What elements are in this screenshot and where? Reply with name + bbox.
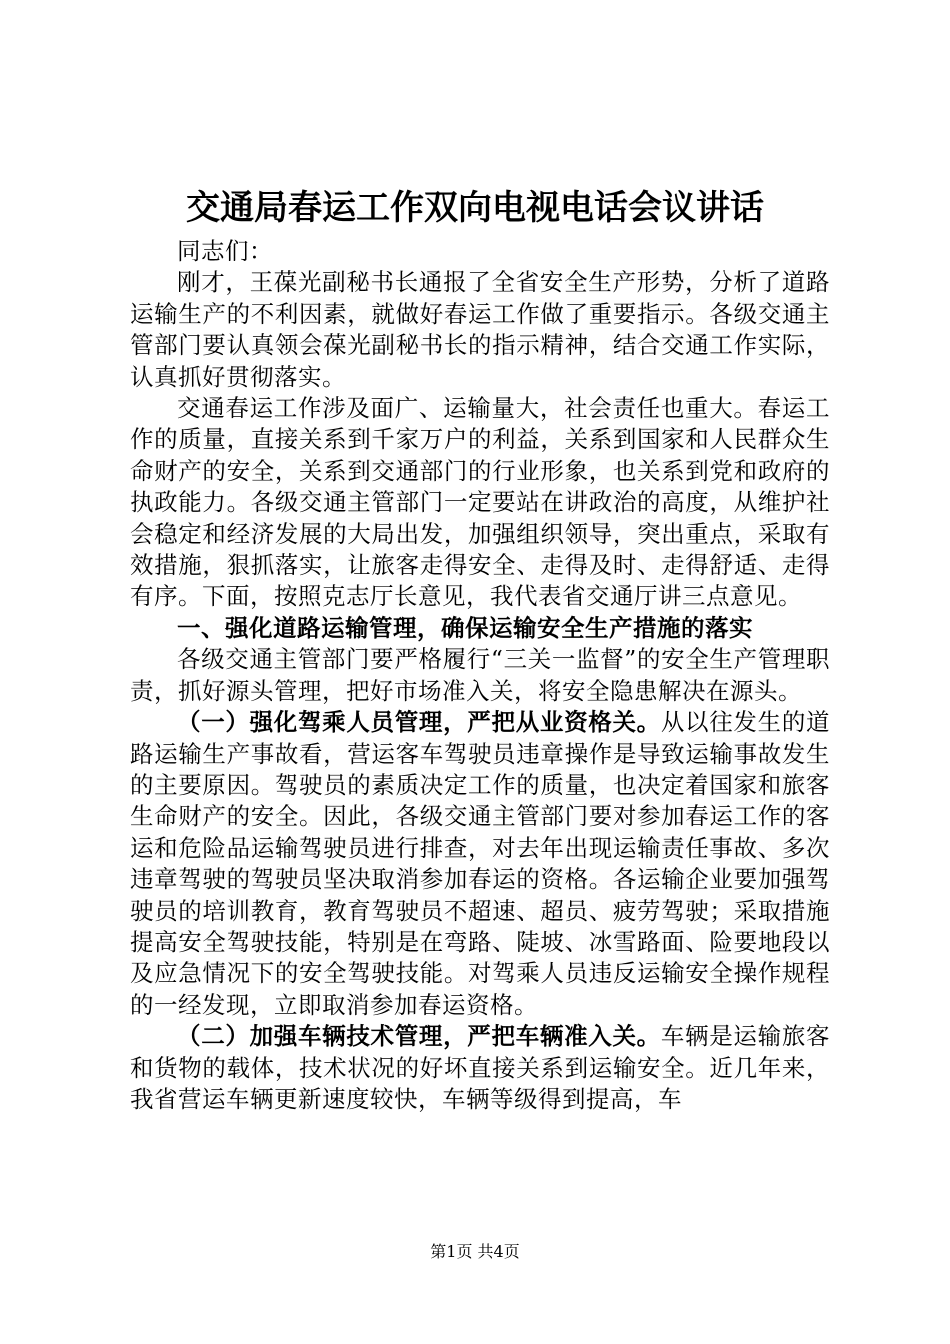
document-title: 交通局春运工作双向电视电话会议讲话	[186, 188, 764, 228]
section-1-heading: 一、强化道路运输管理，确保运输安全生产措施的落实	[177, 613, 753, 642]
subsection-2-heading: （二）加强车辆技术管理，严把车辆准入关。	[177, 1022, 661, 1051]
subsection-1-text: 从以往发生的道路运输生产事故看，营运客车驾驶员违章操作是导致运输事故发生的主要原因。驾驶员的素质决定工作的质量，也决定着国家和旅客生命财产的安全。因此，各级交通主管部门要对参加春运工作的客运和危险品运输驾驶员进行排查，对去年出现运输责任事故、多次违章驾驶的驾驶员坚决取消参加春运的资格。各运输企业要加强驾驶员的培训教育，教育驾驶员不超速、超员、疲劳驾驶；采取措施提高安全驾驶技能，特别是在弯路、陡坡、冰雪路面、险要地段以及应急情况下的安全驾驶技能。对驾乘人员违反运输安全操作规程的一经发现，立即取消参加春运资格。	[130, 708, 831, 1019]
subsection-1	[130, 707, 830, 1021]
paragraph-2: 交通春运工作涉及面广、运输量大，社会责任也重大。春运工作的质量，直接关系到千家万户的利益，关系到国家和人民群众生命财产的安全，关系到交通部门的行业形象，也关系到党和政府的执政能力。各级交通主管部门一定要站在讲政治的高度，从维护社会稳定和经济发展的大局出发，加强组织领导，突出重点，采取有效措施，狠抓落实，让旅客走得安全、走得及时、走得舒适、走得有序。下面，按照克志厅长意见，我代表省交通厅讲三点意见。	[130, 394, 830, 611]
page-footer: 第1页 共4页	[430, 1242, 520, 1261]
subsection-1-heading: （一）强化驾乘人员管理，严把从业资格关。	[177, 708, 661, 737]
section-1-intro: 各级交通主管部门要严格履行“三关一监督”的安全生产管理职责，抓好源头管理，把好市场准入关，将安全隐患解决在源头。	[130, 645, 830, 705]
greeting: 同志们：	[177, 237, 273, 265]
subsection-2-text: 车辆是运输旅客和货物的载体，技术状况的好坏直接关系到运输安全。近几年来，我省营运车辆更新速度较快，车辆等级得到提高，车	[130, 1022, 831, 1113]
paragraph-1: 刚才，王葆光副秘书长通报了全省安全生产形势，分析了道路运输生产的不利因素，就做好春运工作做了重要指示。各级交通主管部门要认真领会葆光副秘书长的指示精神，结合交通工作实际，认真抓好贯彻落实。	[130, 268, 830, 391]
subsection-2	[130, 1021, 830, 1115]
document-body	[130, 236, 830, 1115]
